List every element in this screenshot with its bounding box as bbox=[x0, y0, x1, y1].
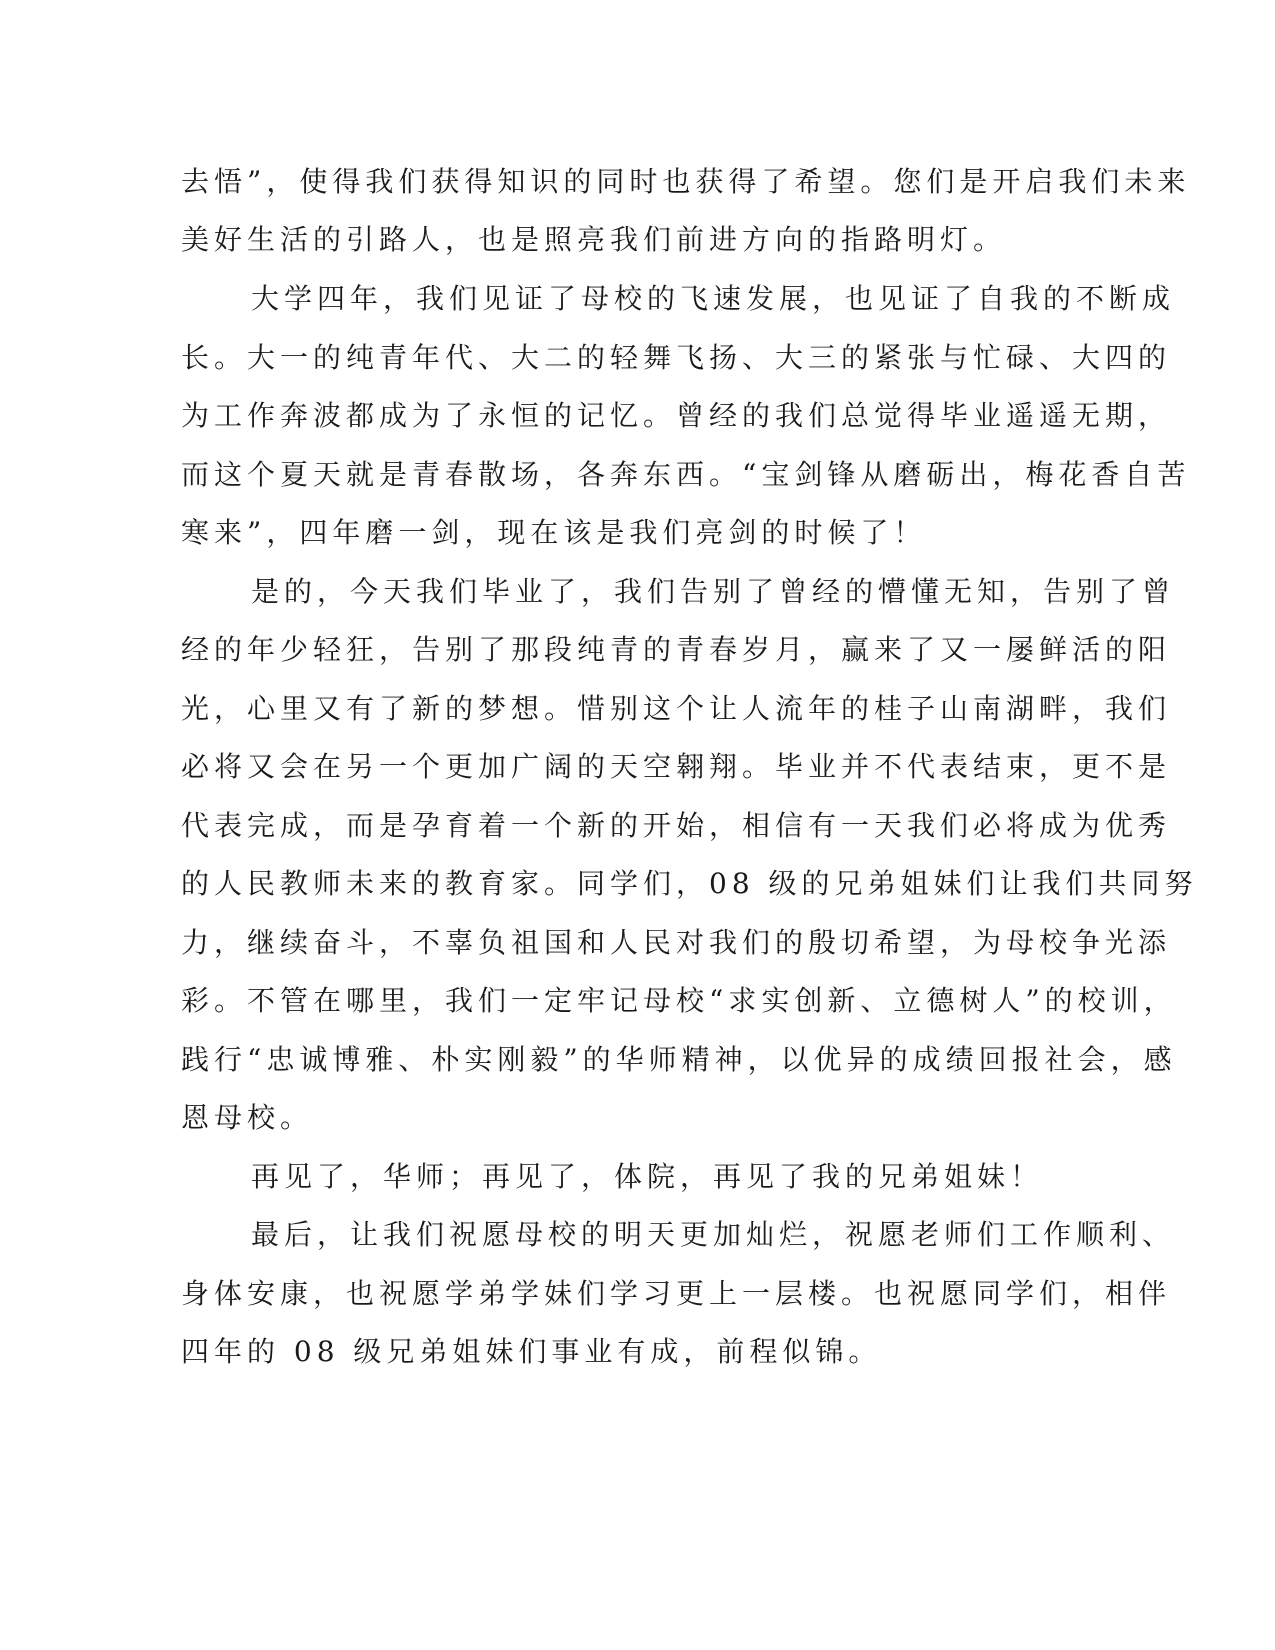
text-line: 经的年少轻狂，告别了那段纯青的青春岁月，赢来了又一屡鲜活的阳 bbox=[181, 633, 1172, 666]
text-line: 身体安康，也祝愿学弟学妹们学习更上一层楼。也祝愿同学们，相伴 bbox=[181, 1277, 1172, 1310]
paragraph-first-line: 再见了，华师；再见了，体院，再见了我的兄弟姐妹！ bbox=[251, 1160, 1044, 1193]
text-line: 美好生活的引路人，也是照亮我们前进方向的指路明灯。 bbox=[181, 223, 1007, 256]
text-line: 践行“忠诚博雅、朴实刚毅”的华师精神，以优异的成绩回报社会，感 bbox=[181, 1043, 1177, 1076]
text-line: 光，心里又有了新的梦想。惜别这个让人流年的桂子山南湖畔，我们 bbox=[181, 692, 1172, 725]
text-line: 力，继续奋斗，不辜负祖国和人民对我们的殷切希望，为母校争光添 bbox=[181, 926, 1172, 959]
text-line: 恩母校。 bbox=[181, 1101, 314, 1134]
paragraph-first-line: 大学四年，我们见证了母校的飞速发展，也见证了自我的不断成 bbox=[251, 282, 1176, 315]
text-line: 代表完成，而是孕育着一个新的开始，相信有一天我们必将成为优秀 bbox=[181, 809, 1172, 842]
text-line: 寒来”，四年磨一剑，现在该是我们亮剑的时候了！ bbox=[181, 516, 927, 549]
paragraph-first-line: 是的，今天我们毕业了，我们告别了曾经的懵懂无知，告别了曾 bbox=[251, 575, 1176, 608]
text-line: 而这个夏天就是青春散场，各奔东西。“宝剑锋从磨砺出，梅花香自苦 bbox=[181, 458, 1191, 491]
text-line: 四年的 08 级兄弟姐妹们事业有成，前程似锦。 bbox=[181, 1335, 882, 1368]
paragraph-first-line: 最后，让我们祝愿母校的明天更加灿烂，祝愿老师们工作顺利、 bbox=[251, 1218, 1176, 1251]
text-line: 的人民教师未来的教育家。同学们，08 级的兄弟姐妹们让我们共同努 bbox=[181, 867, 1198, 900]
text-line: 长。大一的纯青年代、大二的轻舞飞扬、大三的紧张与忙碌、大四的 bbox=[181, 341, 1172, 374]
text-line: 去悟”，使得我们获得知识的同时也获得了希望。您们是开启我们未来 bbox=[181, 165, 1191, 198]
text-line: 为工作奔波都成为了永恒的记忆。曾经的我们总觉得毕业遥遥无期， bbox=[181, 399, 1172, 432]
text-line: 彩。不管在哪里，我们一定牢记母校“求实创新、立德树人”的校训， bbox=[181, 984, 1177, 1017]
text-line: 必将又会在另一个更加广阔的天空翱翔。毕业并不代表结束，更不是 bbox=[181, 750, 1172, 783]
